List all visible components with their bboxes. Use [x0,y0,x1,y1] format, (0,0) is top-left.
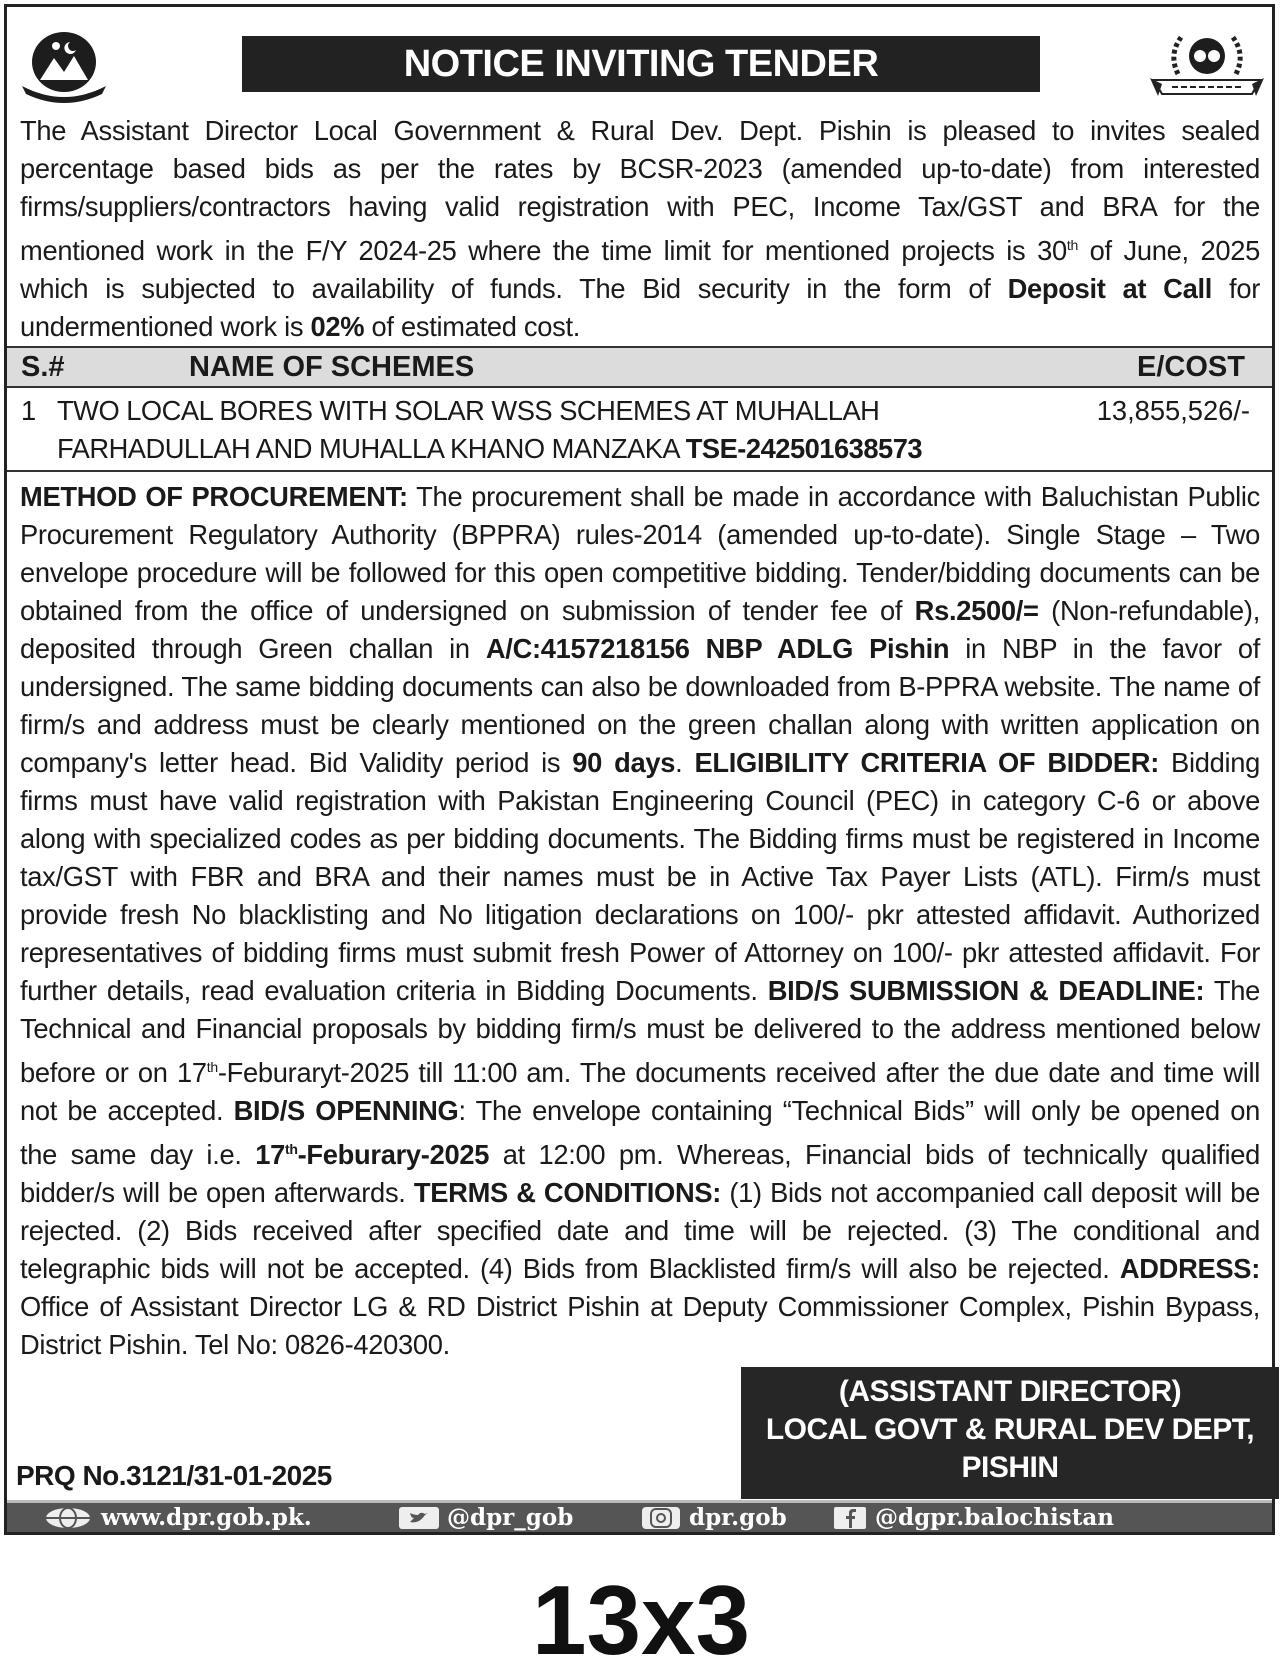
ad-size-label: 13x3 [531,1565,750,1675]
row-serial-number: 1 [21,395,37,426]
signature-district: PISHIN [961,1451,1059,1484]
footer-website: www.dpr.gob.pk. [43,1503,312,1533]
facebook-icon [833,1506,867,1530]
instagram-icon [641,1506,681,1530]
footer-twitter: @dpr_gob [399,1503,573,1533]
header-serial-number: S.# [21,351,65,383]
prq-number: PRQ No.3121/31-01-2025 [16,1460,332,1491]
row-tse-number: TSE-242501638573 [685,433,923,464]
dgpr-emblem-logo [1148,24,1266,104]
twitter-icon [399,1506,439,1530]
notice-title: NOTICE INVITING TENDER [242,36,1040,92]
signature-block [741,1367,1279,1499]
intro-paragraph: The Assistant Director Local Government & Rural Dev. Dept. Pishin is pleased to invites sealed percentage based bids as per the rates by BCSR-2023 (amended up-to-date) from interested firms/suppliers/contractors having valid registration with PEC, Income Tax/GST and BRA for the mentioned work in the F/Y 2024-25 where the time limit for mentioned projects is 30th of June, 2025 which is subjected to availability of funds. The Bid security in the form of Deposit at Call for undermentioned work is 02% of estimated cost. [20,115,1260,343]
footer-facebook: @dgpr.balochistan [833,1503,1114,1533]
row-scheme-name: TWO LOCAL BORES WITH SOLAR WSS SCHEMES AT MUHALLAH FARHADULLAH AND MUHALLA KHANO MANZAKA TSE-242501638573 [57,395,923,464]
signature-department: LOCAL GOVT & RURAL DEV DEPT, [765,1413,1255,1446]
header-estimated-cost: E/COST [1137,351,1245,383]
globe-icon [43,1506,93,1530]
footer-social-bar [7,1500,1272,1532]
balochistan-emblem-logo [18,22,110,104]
header-scheme-name: NAME OF SCHEMES [189,351,475,383]
signature-designation: (ASSISTANT DIRECTOR) [838,1375,1182,1408]
procurement-details-paragraph: METHOD OF PROCUREMENT: The procurement shall be made in accordance with Baluchistan Public Procurement Regulatory Authority (BPPRA) rules-2014 (amended up-to-date). Single Stage – Two envelope procedure will be followed for this open competitive bidding. Tender/bidding documents can be obtained from the office of undersigned on submission of tender fee of Rs.2500/= (Non-refundable), deposited through Green challan in A/C:4157218156 NBP ADLG Pishin in NBP in the favor of undersigned. The same bidding documents can also be downloaded from B-PPRA website. The name of firm/s and address must be clearly mentioned on the green challan along with written application on company's letter head. Bid Validity period is 90 days. ELIGIBILITY CRITERIA OF BIDDER: Bidding firms must have valid registration with Pakistan Engineering Council (PEC) in category C-6 or above along with specialized codes as per bidding documents. The Bidding firms must be registered in Income tax/GST with FBR and BRA and their names must be in Active Tax Payer Lists (ATL). Firm/s must provide fresh No blacklisting and No litigation declarations on 100/- pkr attested affidavit. Authorized representatives of bidding firms must submit fresh Power of Attorney on 100/- pkr attested affidavit. For further details, read evaluation criteria in Bidding Documents. BID/S SUBMISSION & DEADLINE: The Technical and Financial proposals by bidding firm/s must be delivered to the address mentioned below before or on 17th-Feburaryt-2025 till 11:00 am. The documents received after the due date and time will not be accepted. BID/S OPENNING: The envelope containing “Technical Bids” will only be opened on the same day i.e. 17th-Feburary-2025 at 12:00 pm. Whereas, Financial bids of technically qualified bidder/s will be open afterwards. TERMS & CONDITIONS: (1) Bids not accompanied call deposit will be rejected. (2) Bids received after specified date and time will be rejected. (3) The conditional and telegraphic bids will not be accepted. (4) Bids from Blacklisted firm/s will also be rejected. ADDRESS: Office of Assistant Director LG & RD District Pishin at Deputy Commissioner Complex, Pishin Bypass, District Pishin. Tel No: 0826-420300. [20,481,1261,1361]
table-row [7,390,1272,472]
row-estimated-cost: 13,855,526/- [1096,395,1250,426]
footer-instagram: dpr.gob [641,1503,787,1533]
schemes-table-header [7,346,1272,388]
